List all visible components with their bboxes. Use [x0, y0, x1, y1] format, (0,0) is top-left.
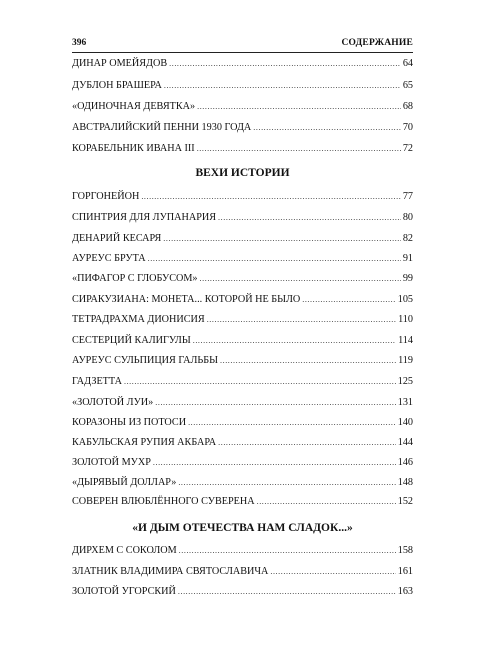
- toc-entry-title: ТЕТРАДРАХМА ДИОНИСИЯ: [72, 314, 205, 325]
- dot-leader: [178, 585, 396, 599]
- toc-entry: [72, 272, 413, 286]
- toc-entry: [72, 190, 413, 204]
- toc-entry-title: СИРАКУЗИАНА: МОНЕТА... КОТОРОЙ НЕ БЫЛО: [72, 294, 301, 305]
- section-heading: ВЕХИ ИСТОРИИ: [195, 167, 290, 179]
- toc-entry-title: ЗОЛОТОЙ МУХР: [72, 457, 151, 468]
- dot-leader: [193, 334, 396, 348]
- toc-entry: [72, 232, 413, 246]
- toc-entry-page: 114: [398, 335, 413, 346]
- toc-entry-page: 72: [402, 143, 413, 154]
- dot-leader: [124, 375, 396, 389]
- toc-entry-page: 70: [402, 122, 413, 133]
- toc-entry-title: КОРАБЕЛЬНИК ИВАНА III: [72, 143, 195, 154]
- toc-entry-page: 80: [402, 212, 413, 223]
- dot-leader: [153, 456, 396, 470]
- dot-leader: [218, 211, 401, 225]
- dot-leader: [155, 396, 395, 410]
- toc-entry-page: 161: [397, 566, 413, 577]
- toc-entry-title: ДУБЛОН БРАШЕРА: [72, 80, 162, 91]
- toc-entry-title: «ОДИНОЧНАЯ ДЕВЯТКА»: [72, 101, 196, 112]
- toc-entry-title: СПИНТРИЯ ДЛЯ ЛУПАНАРИЯ: [72, 212, 217, 223]
- dot-leader: [302, 293, 395, 307]
- toc-entry-page: 119: [398, 355, 413, 366]
- toc-entry: [72, 57, 413, 71]
- dot-leader: [270, 565, 395, 579]
- dot-leader: [141, 190, 401, 204]
- toc-entry: [72, 544, 413, 558]
- toc-entry-title: КОРАЗОНЫ ИЗ ПОТОСИ: [72, 417, 187, 428]
- toc-entry-title: КАБУЛЬСКАЯ РУПИЯ АКБАРА: [72, 437, 217, 448]
- toc-entry-page: 99: [402, 273, 413, 284]
- toc-entry-title: «ПИФАГОР С ГЛОБУСОМ»: [72, 273, 198, 284]
- toc-entry: [72, 416, 413, 430]
- toc-entry: [72, 252, 413, 266]
- toc-entry-page: 110: [398, 314, 413, 325]
- dot-leader: [197, 100, 401, 114]
- dot-leader: [200, 272, 401, 286]
- toc-entry-title: ГАДЗЕТТА: [72, 376, 122, 387]
- toc-entry-page: 152: [397, 496, 413, 507]
- dot-leader: [148, 252, 401, 266]
- dot-leader: [179, 544, 396, 558]
- header-rule: [72, 52, 413, 53]
- running-title: СОДЕРЖАНИЕ: [341, 38, 413, 48]
- toc-entry: [72, 121, 413, 135]
- toc-entry-title: СЕСТЕРЦИЙ КАЛИГУЛЫ: [72, 335, 191, 346]
- toc-entry: [72, 436, 413, 450]
- dot-leader: [197, 142, 401, 156]
- dot-leader: [163, 232, 401, 246]
- dot-leader: [164, 79, 401, 93]
- toc-entry: [72, 79, 413, 93]
- toc-entry-title: ДИНАР ОМЕЙЯДОВ: [72, 58, 168, 69]
- toc-entry-page: 140: [397, 417, 413, 428]
- toc-entry-page: 77: [402, 191, 413, 202]
- section-heading: «И ДЫМ ОТЕЧЕСТВА НАМ СЛАДОК...»: [132, 522, 353, 534]
- toc-entry-title: СОВЕРЕН ВЛЮБЛЁННОГО СУВЕРЕНА: [72, 496, 255, 507]
- toc-entry-page: 64: [402, 58, 413, 69]
- toc-entry: [72, 565, 413, 579]
- toc-entry: [72, 585, 413, 599]
- page-number: 396: [72, 38, 87, 48]
- toc-entry: [72, 211, 413, 225]
- toc-entry: [72, 293, 413, 307]
- running-header: [72, 38, 413, 52]
- toc-entry-page: 158: [397, 545, 413, 556]
- toc-entry-title: АУРЕУС БРУТА: [72, 253, 146, 264]
- toc-entry-page: 144: [397, 437, 413, 448]
- toc-entry-page: 163: [397, 586, 413, 597]
- toc-entry-page: 148: [397, 477, 413, 488]
- toc-entry: [72, 495, 413, 509]
- toc-entry: [72, 375, 413, 389]
- dot-leader: [253, 121, 401, 135]
- toc-entry: [72, 354, 413, 368]
- dot-leader: [207, 313, 396, 327]
- toc-entry-page: 82: [402, 233, 413, 244]
- toc-entry-page: 65: [402, 80, 413, 91]
- dot-leader: [220, 354, 396, 368]
- toc-entry-page: 105: [397, 294, 413, 305]
- toc-entry: [72, 396, 413, 410]
- toc-entry-title: АУРЕУС СУЛЬПИЦИЯ ГАЛЬБЫ: [72, 355, 218, 366]
- toc-entry-title: ДИРХЕМ С СОКОЛОМ: [72, 545, 177, 556]
- toc-entry-title: ЗЛАТНИК ВЛАДИМИРА СВЯТОСЛАВИЧА: [72, 566, 269, 577]
- toc-entry: [72, 142, 413, 156]
- toc-entry-title: «ЗОЛОТОЙ ЛУИ»: [72, 397, 154, 408]
- toc-entry-page: 146: [397, 457, 413, 468]
- toc-entry-title: «ДЫРЯВЫЙ ДОЛЛАР»: [72, 477, 177, 488]
- toc-entry: [72, 100, 413, 114]
- dot-leader: [169, 57, 401, 71]
- dot-leader: [188, 416, 396, 430]
- toc-entry: [72, 334, 413, 348]
- toc-entry: [72, 313, 413, 327]
- toc-entry-title: ГОРГОНЕЙОН: [72, 191, 140, 202]
- toc-entry-title: ЗОЛОТОЙ УГОРСКИЙ: [72, 586, 176, 597]
- toc-entry-page: 91: [402, 253, 413, 264]
- toc-entry-title: АВСТРАЛИЙСКИЙ ПЕННИ 1930 ГОДА: [72, 122, 252, 133]
- toc-entry: [72, 456, 413, 470]
- toc-entry: [72, 476, 413, 490]
- toc-entry-title: ДЕНАРИЙ КЕСАРЯ: [72, 233, 162, 244]
- dot-leader: [257, 495, 396, 509]
- toc-entry-page: 125: [397, 376, 413, 387]
- dot-leader: [178, 476, 395, 490]
- toc-entry-page: 131: [397, 397, 413, 408]
- toc-entry-page: 68: [402, 101, 413, 112]
- dot-leader: [218, 436, 396, 450]
